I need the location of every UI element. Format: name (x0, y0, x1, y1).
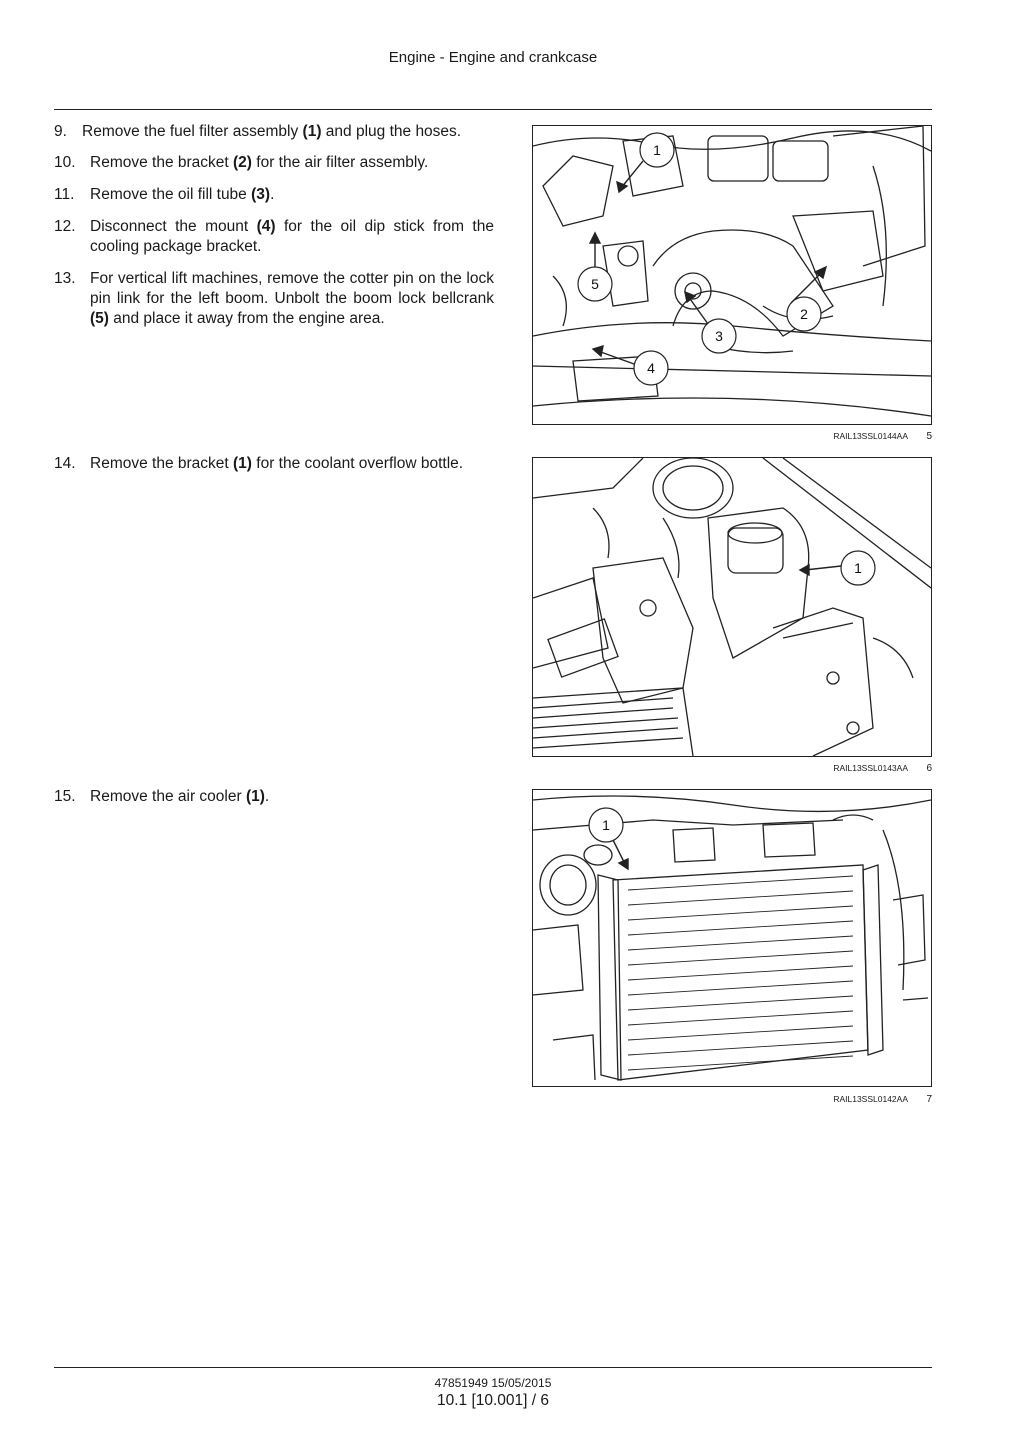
step-12: 12. Disconnect the mount (4) for the oil dip stick from the cooling package bracket. (54, 218, 494, 255)
figure-code: RAIL13SSL0142AA (833, 1094, 908, 1104)
step-number: 14. (54, 455, 76, 472)
header-rule (54, 109, 932, 110)
step-14: 14. Remove the bracket (1) for the coolant overflow bottle. (54, 455, 464, 472)
figure-6-caption (760, 763, 932, 774)
step-number: 13. (54, 270, 76, 287)
figure-7-air-cooler-illustration (532, 789, 932, 1087)
figure-number: 6 (926, 763, 932, 774)
step-number: 11. (54, 186, 75, 203)
callout-2-label: 2 (800, 306, 808, 322)
figure-code: RAIL13SSL0143AA (833, 763, 908, 773)
figure-code: RAIL13SSL0144AA (833, 431, 908, 441)
part-ref: (1) (233, 455, 252, 472)
step-number: 12. (54, 218, 76, 235)
part-ref: (5) (90, 310, 109, 327)
callout-4-label: 4 (647, 360, 655, 376)
part-ref: (2) (233, 154, 252, 171)
step-number: 15. (54, 788, 76, 805)
figure-number: 5 (926, 431, 932, 442)
step-number: 10. (54, 154, 76, 171)
callout-5-label: 5 (591, 276, 599, 292)
step-9: 9. Remove the fuel filter assembly (1) and plug the hoses. (54, 123, 462, 140)
callout-1-label: 1 (653, 142, 661, 158)
figure-6-coolant-bottle-illustration (532, 457, 932, 757)
step-11: 11. Remove the oil fill tube (3). (54, 186, 275, 203)
figure-5-engine-illustration (532, 125, 932, 425)
step-number: 9. (54, 123, 67, 140)
footer-doc-ref: 47851949 15/05/2015 (434, 1376, 552, 1390)
step-13: 13. For vertical lift machines, remove the cotter pin on the lock pin link for the left boom. Unbolt the boom lock bellcrank (5) and place it away from the engine area. (54, 270, 494, 327)
figure-7-caption (760, 1094, 932, 1105)
footer-rule (54, 1367, 932, 1368)
step-15: 15. Remove the air cooler (1). (54, 788, 270, 805)
figure-5-caption (760, 431, 932, 442)
callout-1-label: 1 (602, 817, 610, 833)
page-header: Engine - Engine and crankcase (388, 49, 598, 66)
callout-1-label: 1 (854, 560, 862, 576)
part-ref: (3) (251, 186, 271, 203)
footer-page-number: 10.1 [10.001] / 6 (436, 1392, 550, 1409)
part-ref: (1) (302, 123, 322, 140)
figure-number: 7 (926, 1094, 932, 1105)
part-ref: (1) (245, 788, 265, 805)
step-10: 10. Remove the bracket (2) for the air filter assembly. (54, 154, 429, 171)
callout-3-label: 3 (715, 328, 723, 344)
part-ref: (4) (256, 218, 276, 235)
